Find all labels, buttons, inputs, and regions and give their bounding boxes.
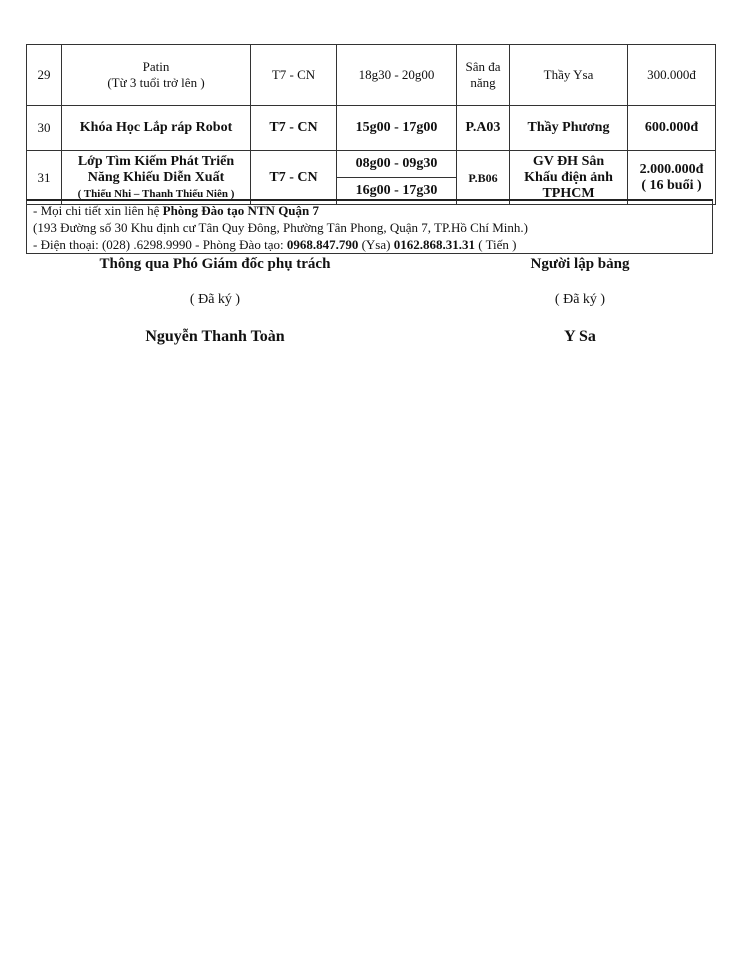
teacher-cell: Thầy Ysa	[510, 45, 628, 106]
contact-notes	[26, 199, 713, 254]
time-cell: 15g00 - 17g00	[337, 106, 457, 151]
course-name-line1: Lớp Tìm Kiếm Phát Triển	[77, 153, 235, 169]
left-signature-signed: ( Đã ký )	[189, 292, 241, 307]
course-name-line2: Năng Khiếu Diễn Xuất	[87, 169, 225, 185]
right-signature-signed: ( Đã ký )	[554, 292, 606, 307]
teacher-cell: GV ĐH Sân Khấu điện ảnh TPHCM	[510, 151, 628, 205]
days-cell: T7 - CN	[251, 45, 337, 106]
phone-number-2: 0162.868.31.31	[393, 237, 475, 252]
fee-cell	[628, 151, 716, 205]
stt-cell: 31	[27, 151, 62, 205]
phone-label-2: ( Tiến )	[474, 237, 517, 252]
days-cell: T7 - CN	[251, 151, 337, 205]
table-row	[27, 151, 716, 178]
right-signature-name: Y Sa	[564, 328, 596, 345]
room-cell: P.B06	[457, 151, 510, 205]
room-cell: P.A03	[457, 106, 510, 151]
schedule-table	[26, 44, 716, 205]
course-name-cell	[62, 151, 251, 205]
table-row	[27, 45, 716, 106]
room-cell: Sân đa năng	[457, 45, 510, 106]
days-cell: T7 - CN	[251, 106, 337, 151]
stt-cell: 30	[27, 106, 62, 151]
notes-line-1	[33, 202, 706, 219]
phone-label-1: (Ysa)	[358, 237, 394, 252]
fee-cell: 300.000đ	[628, 45, 716, 106]
left-signature-name: Nguyễn Thanh Toàn	[145, 328, 285, 345]
fee-sessions: ( 16 buổi )	[641, 177, 702, 193]
course-age-note: (Từ 3 tuổi trở lên )	[107, 75, 205, 90]
phone-number-1: 0968.847.790	[286, 237, 359, 252]
fee-cell: 600.000đ	[628, 106, 716, 151]
phone-text: - Điện thoại: (028) .6298.9990 - Phòng Đào tạo:	[33, 237, 287, 252]
teacher-cell: Thầy Phương	[510, 106, 628, 151]
course-audience: ( Thiếu Nhi – Thanh Thiếu Niên )	[77, 187, 235, 200]
table-row	[27, 106, 716, 151]
right-signature-title: Người lập bảng	[530, 256, 630, 272]
office-name: Phòng Đào tạo NTN Quận 7	[162, 203, 320, 218]
stt-cell: 29	[27, 45, 62, 106]
fee-amount: 2.000.000đ	[639, 161, 704, 177]
time-cell-1: 08g00 - 09g30	[337, 151, 457, 178]
notes-line-2: (193 Đường số 30 Khu định cư Tân Quy Đông, Phường Tân Phong, Quận 7, TP.Hồ Chí Minh.)	[33, 220, 528, 235]
time-cell: 18g30 - 20g00	[337, 45, 457, 106]
course-name-cell: Khóa Học Lắp ráp Robot	[62, 106, 251, 151]
left-signature-title: Thông qua Phó Giám đốc phụ trách	[99, 256, 331, 272]
course-name: Patin	[142, 59, 170, 74]
notes-text: - Mọi chi tiết xin liên hệ	[33, 203, 163, 218]
course-name-cell	[62, 45, 251, 106]
notes-line-3	[33, 236, 706, 253]
time-cell-2: 16g00 - 17g30	[337, 178, 457, 205]
